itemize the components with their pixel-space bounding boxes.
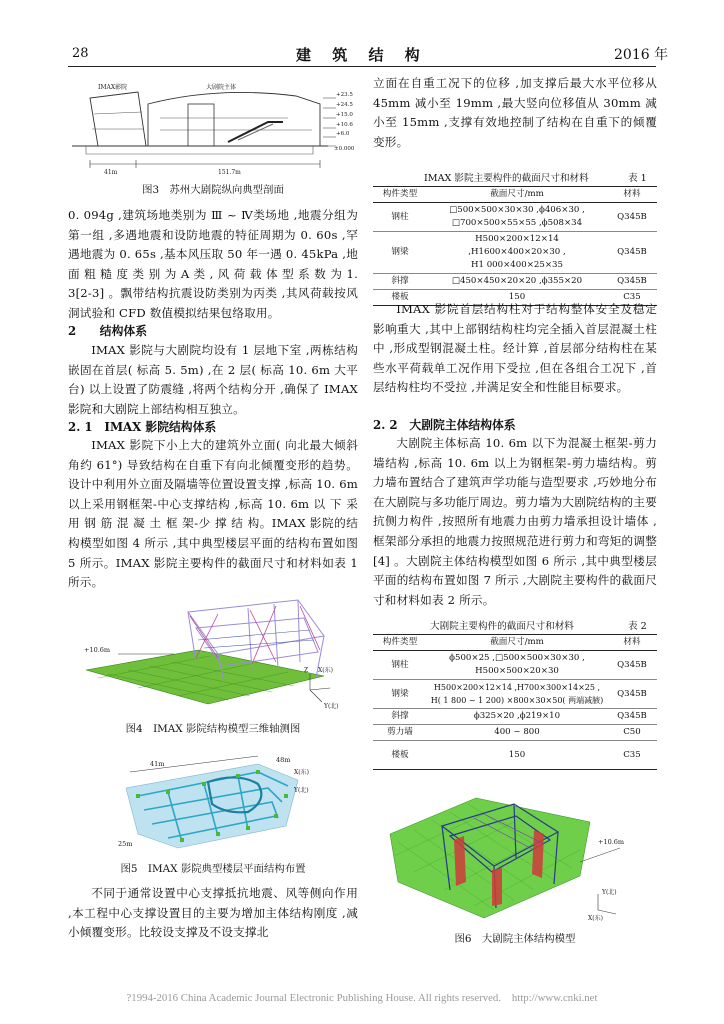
figure-4-3d-model [78, 592, 340, 712]
fig5-dim-48: 48m [276, 756, 291, 764]
figure-3-section-drawing [68, 74, 358, 178]
table-2-row: 剪力墙 [373, 725, 427, 741]
section-2-2-heading: 2. 2 大剧院主体结构体系 [373, 418, 516, 432]
table-2-cell-size: ϕ500×25 ,□500×500×30×30 , H500×500×20×30 [427, 651, 607, 680]
table-2-cell-material: C50 [607, 725, 657, 741]
figure-5-floor-plan [108, 752, 318, 854]
copyright-footer: ?1994-2016 China Academic Journal Electronic Publishing House. All rights reserved. http://www.cnki.net [126, 992, 598, 1004]
figure-6-caption: 图6 大剧院主体结构模型 [454, 933, 576, 945]
table-1-cell-size: □450×450×20×20 ,ϕ355×20 [427, 274, 607, 290]
figure-5-caption: 图5 IMAX 影院典型楼层平面结构布置 [120, 863, 306, 875]
table-2-cell-material: C35 [607, 741, 657, 770]
left-paragraph-2: IMAX 影院与大剧院均设有 1 层地下室 ,两栋结构嵌固在首层( 标高 5. 5m) ,在 2 层( 标高 10. 6m 大平台) 以上设置了防震缝 ,将两个结构分开 ,确保了 IMAX 影院和大剧院上部结构相互独立。 [68, 343, 358, 416]
figure-3-caption: 图3 苏州大剧院纵向典型剖面 [142, 184, 284, 196]
fig3-level-4: +10.6 [336, 122, 353, 128]
fig6-elev-label: +10.6m [598, 838, 625, 846]
table-2-cell-material: Q345B [607, 680, 657, 709]
table-2-cell-size: ϕ325×20 ,ϕ219×10 [427, 709, 607, 725]
figure-6-theatre-model [384, 786, 646, 924]
table-1 [373, 186, 657, 306]
table-2-title: 大剧院主要构件的截面尺寸和材料 [430, 621, 574, 632]
fig6-axis-x: X(东) [588, 915, 603, 922]
left-paragraph-1: 0. 094g ,建筑场地类别为 Ⅲ ~ Ⅳ类场地 ,地震分组为第一组 ,多遇地震和设防地震的特征周期为 0. 60s ,罕遇地震为 0. 65s ,基本风压取 50 年一遇 0. 45kPa ,地 面 粗 糙 度 类 别 为 A 类 , 风 荷 载 体 型 系 数 为 1. 3[2-3] 。飘带结构抗震设防类别为丙类 ,其风荷载按风洞试验和 CFD 数值模拟结果包络取用。 [68, 208, 358, 320]
table-1-cell-material: Q345B [607, 203, 657, 232]
table-2-cell-size: 150 [427, 741, 607, 770]
section-2-heading: 2 结构体系 [68, 324, 147, 338]
table-2-row: 楼板 [373, 741, 427, 770]
fig4-axis-x: X(东) [318, 667, 333, 674]
fig5-axis-y: Y(北) [294, 787, 309, 794]
left-paragraph-4: 不同于通常设置中心支撑抵抗地震、风等侧向作用 ,本工程中心支撑设置目的主要为增加主体结构刚度 ,减小倾覆变形。比较设支撑及不设支撑北 [68, 886, 358, 940]
table-2-cell-material: Q345B [607, 651, 657, 680]
fig5-dim-25: 25m [118, 840, 133, 848]
table-1-cell-material: Q345B [607, 274, 657, 290]
table-1-header-material: 材料 [607, 187, 657, 203]
figure-4-caption: 图4 IMAX 影院结构模型三维轴测图 [125, 723, 301, 735]
page-number: 28 [72, 46, 89, 61]
fig5-axis-x: X(东) [294, 769, 309, 776]
fig4-elev-label: +10.6m [84, 646, 111, 654]
table-2-cell-size: H500×200×12×14 ,H700×300×14×25 , H( 1 800 ~ 1 200) ×800×30×50( 两端减腋) [427, 680, 607, 709]
table-2-header-type: 构件类型 [373, 635, 427, 651]
right-paragraph-1: 立面在自重工况下的位移 ,加支撑后最大水平位移从 45mm 减小至 19mm ,最大竖向位移值从 30mm 减小至 15mm ,支撑有效地控制了结构在自重下的倾覆变形。 [373, 76, 657, 149]
table-2-row: 斜撑 [373, 709, 427, 725]
table-1-cell-material: Q345B [607, 232, 657, 274]
table-2-cell-size: 400 ~ 800 [427, 725, 607, 741]
table-2-row: 钢柱 [373, 651, 427, 680]
table-1-header-type: 构件类型 [373, 187, 427, 203]
header-rule [68, 66, 656, 67]
table-2 [373, 634, 657, 770]
fig3-level-1: +23.5 [336, 92, 353, 98]
left-paragraph-3: IMAX 影院下小上大的建筑外立面( 向北最大倾斜角约 61°) 导致结构在自重下有向北倾覆变形的趋势。设计中利用外立面及隔墙等位置设置支撑 ,标高 10. 6m 以上采用钢框架-中心支撑结构 ,标高 10. 6m 以 下 采 用 钢 筋 混 凝 土 框 架-少 撑 结 构。IMAX 影院的结构模型如图 4 所示 ,其中典型楼层平面的结构布置如图 5 所示。IMAX 影院主要构件的截面尺寸和材料如表 1 所示。 [68, 438, 358, 590]
fig6-axis-y: Y(北) [602, 889, 617, 896]
section-2-1-heading: 2. 1 IMAX 影院结构体系 [68, 420, 217, 434]
table-1-title: IMAX 影院主要构件的截面尺寸和材料 [424, 173, 589, 184]
fig3-level-2: +24.5 [336, 102, 353, 108]
table-1-header-size: 截面尺寸/mm [427, 187, 607, 203]
fig3-dim-41: 41m [104, 169, 118, 176]
fig4-axis-y: Y(北) [324, 703, 339, 710]
fig3-level-3: +15.0 [336, 112, 353, 118]
table-1-cell-size: H500×200×12×14 ,H1600×400×20×30 , H1 000×400×25×35 [427, 232, 607, 274]
fig3-dim-151: 151.7m [218, 169, 241, 176]
fig3-level-5: +6.0 [336, 131, 350, 137]
table-1-number: 表 1 [628, 173, 647, 184]
table-1-row: 钢梁 [373, 232, 427, 274]
table-2-number: 表 2 [628, 621, 647, 632]
right-paragraph-3: 大剧院主体标高 10. 6m 以下为混凝土框架-剪力墙结构 ,标高 10. 6m 以上为钢框架-剪力墙结构。剪力墙布置结合了建筑声学功能与造型要求 ,巧妙地分布在大剧院与多功能厅周边。剪力墙为大剧院结构的主要抗侧力构件 ,按照所有地震力由剪力墙承担设计墙体 ,框架部分承担的地震力按照规范进行剪力和弯矩的调整[4] 。大剧院主体结构模型如图 6 所示 ,其中典型楼层平面的结构布置如图 7 所示 ,大剧院主要构件的截面尺寸和材料如表 2 所示。 [373, 436, 657, 607]
table-1-row: 斜撑 [373, 274, 427, 290]
table-1-cell-size: 150 [427, 290, 607, 306]
fig5-dim-41: 41m [150, 760, 165, 768]
fig3-label-theatre: 大剧院主体 [206, 84, 237, 91]
journal-title: 建 筑 结 构 [296, 46, 428, 64]
fig3-level-6: ±0.000 [334, 146, 355, 152]
table-2-header-size: 截面尺寸/mm [427, 635, 607, 651]
fig4-axis-z: Z [304, 667, 309, 674]
table-1-row: 钢柱 [373, 203, 427, 232]
fig3-label-imax: IMAX影院 [98, 84, 128, 91]
journal-year: 2016 年 [614, 47, 669, 63]
table-2-cell-material: Q345B [607, 709, 657, 725]
table-2-row: 钢梁 [373, 680, 427, 709]
table-2-header-material: 材料 [607, 635, 657, 651]
right-paragraph-2: IMAX 影院首层结构柱对于结构整体安全及稳定影响重大 ,其中上部钢结构柱均完全插入首层混凝土柱中 ,形成型钢混凝土柱。经计算 ,首层部分结构柱在某些水平荷载单工况作用下受拉 ,但在各组合工况下 ,首层结构柱均不受拉 ,并满足安全和性能目标要求。 [373, 302, 657, 395]
table-1-cell-material: C35 [607, 290, 657, 306]
table-1-cell-size: □500×500×30×30 ,ϕ406×30 , □700×500×55×55 ,ϕ508×34 [427, 203, 607, 232]
table-1-row: 楼板 [373, 290, 427, 306]
